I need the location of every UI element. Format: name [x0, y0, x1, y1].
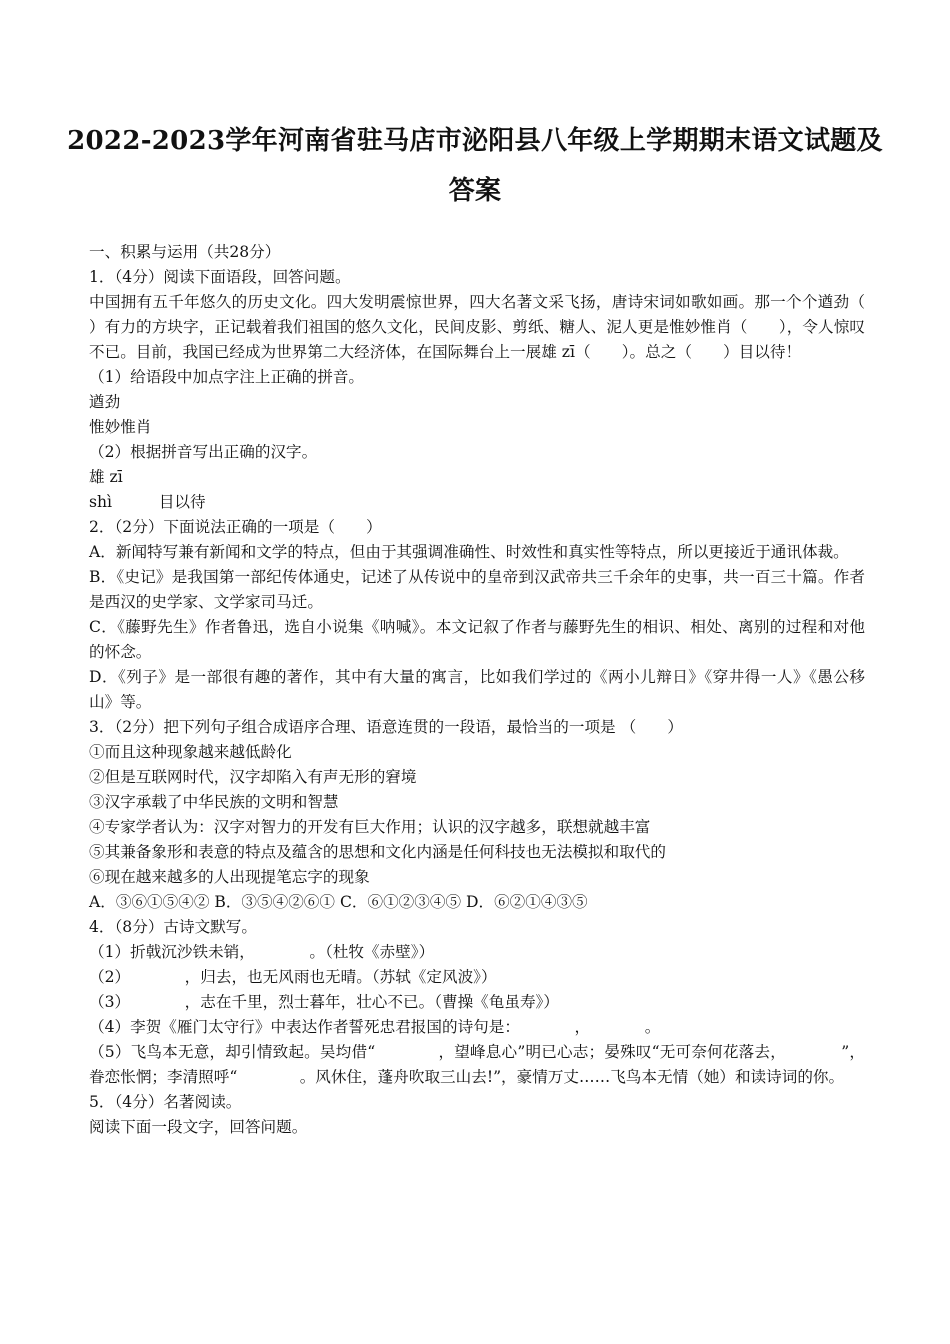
question-1-sub-2: （2）根据拼音写出正确的汉字。	[89, 443, 318, 461]
section-heading: 一、积累与运用（共28分）	[89, 243, 281, 261]
question-4-line-5: （5）飞鸟本无意，却引情致起。吴均借“ ，望峰息心”明已心志；晏殊叹“无可奈何花落去， ”，眷恋怅惘；李清照呼“ 。风休住，蓬舟吹取三山去!”，豪情万丈……飞鸟本无情（她）和读诗词的你。	[89, 1043, 865, 1086]
question-3-options: A．③⑥①⑤④② B．③⑤④②⑥① C．⑥①②③④⑤ D．⑥②①④③⑤	[89, 893, 588, 911]
question-2-option-d: D．《列子》是一部很有趣的著作，其中有大量的寓言，比如我们学过的《两小儿辩日》《穿井得一人》《愚公移山》等。	[89, 668, 865, 711]
question-1-word-4: shì 目以待	[89, 493, 206, 511]
question-5-intro: 阅读下面一段文字，回答问题。	[89, 1118, 308, 1136]
question-1-word-2: 惟妙惟肖	[89, 418, 152, 436]
question-2-option-c: C．《藤野先生》作者鲁迅，选自小说集《呐喊》。本文记叙了作者与藤野先生的相识、相处、离别的过程和对他的怀念。	[89, 618, 865, 661]
question-1-sub-1: （1）给语段中加点字注上正确的拼音。	[89, 368, 365, 386]
question-4-line-3: （3） ，志在千里，烈士暮年，壮心不已。（曹操《龟虽寿》）	[89, 993, 559, 1011]
question-5-heading: 5．（4分）名著阅读。	[89, 1093, 242, 1111]
question-4-line-1: （1）折戟沉沙铁未销， 。（杜牧《赤壁》）	[89, 943, 435, 961]
question-4-line-4: （4）李贺《雁门太守行》中表达作者誓死忠君报国的诗句是： ， 。	[89, 1018, 661, 1036]
question-1-word-1: 遒劲	[89, 393, 121, 411]
question-1-passage: 中国拥有五千年悠久的历史文化。四大发明震惊世界，四大名著文采飞扬，唐诗宋词如歌如画。那一个个遒劲（ ）有力的方块字，正记载着我们祖国的悠久文化，民间皮影、剪纸、糖人、泥人更是惟妙惟肖（ ），令人惊叹不已。目前，我国已经成为世界第二大经济体，在国际舞台上一展雄 zī（ ）。总之（ ）目以待！	[89, 293, 897, 361]
document-body	[89, 240, 897, 1140]
question-3-heading: 3．（2分）把下列句子组合成语序合理、语意连贯的一段语，最恰当的一项是 （ ）	[89, 718, 683, 736]
question-3-sentence-5: ⑤其兼备象形和表意的特点及蕴含的思想和文化内涵是任何科技也无法模拟和取代的	[89, 843, 666, 861]
document-title	[60, 116, 890, 216]
question-3-sentence-3: ③汉字承载了中华民族的文明和智慧	[89, 793, 339, 811]
question-3-sentence-1: ①而且这种现象越来越低龄化	[89, 743, 292, 761]
question-2-heading: 2．（2分）下面说法正确的一项是（ ）	[89, 518, 382, 536]
question-2-option-b: B．《史记》是我国第一部纪传体通史，记述了从传说中的皇帝到汉武帝共三千余年的史事，共一百三十篇。作者是西汉的史学家、文学家司马迁。	[89, 568, 865, 611]
question-3-sentence-4: ④专家学者认为：汉字对智力的开发有巨大作用；认识的汉字越多，联想就越丰富	[89, 818, 651, 836]
question-1-heading: 1．（4分）阅读下面语段，回答问题。	[89, 268, 351, 286]
title-line-1: 2022-2023学年河南省驻马店市泌阳县八年级上学期期末语文试题及	[67, 126, 883, 156]
question-4-line-2: （2） ，归去，也无风雨也无晴。（苏轼《定风波》）	[89, 968, 497, 986]
title-line-2: 答案	[448, 176, 502, 206]
question-1-word-3: 雄 zī	[89, 468, 123, 486]
question-2-option-a: A．新闻特写兼有新闻和文学的特点，但由于其强调准确性、时效性和真实性等特点，所以更接近于通讯体裁。	[89, 543, 849, 561]
question-3-sentence-6: ⑥现在越来越多的人出现提笔忘字的现象	[89, 868, 370, 886]
question-3-sentence-2: ②但是互联网时代，汉字却陷入有声无形的窘境	[89, 768, 417, 786]
question-4-heading: 4．（8分）古诗文默写。	[89, 918, 257, 936]
